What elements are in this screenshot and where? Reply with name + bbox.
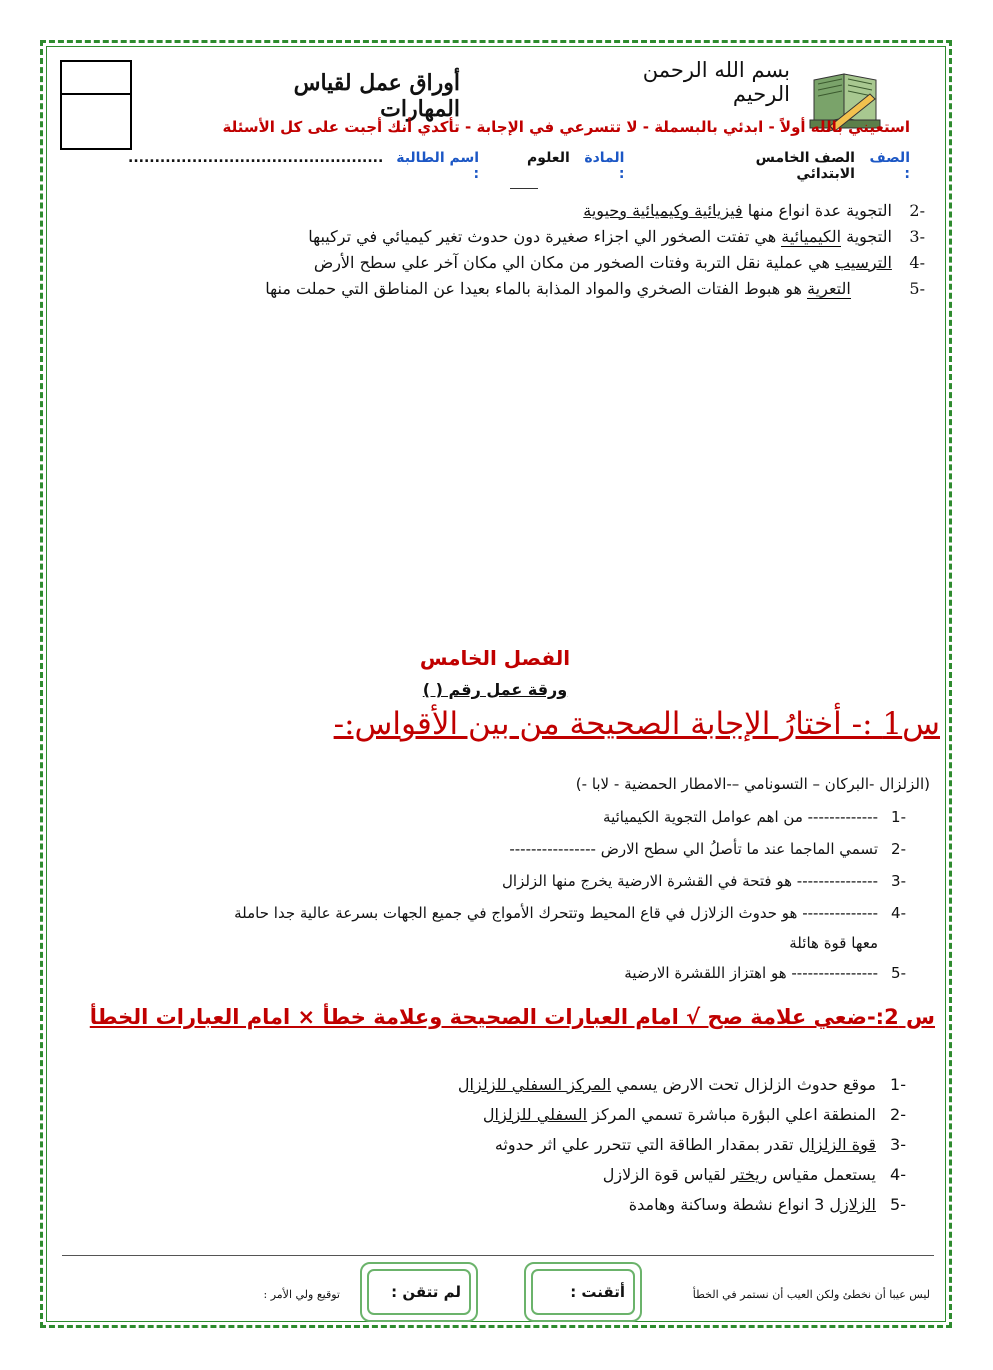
not-mastered-label: لم تتقن : — [391, 1283, 461, 1301]
list-item: -3 التجوية الكيميائية هي تفتت الصخور الي اجزاء صغيرة دون حدوث تغير كيميائي في تركيبها — [308, 227, 925, 246]
separator — [510, 188, 538, 189]
list-item[interactable]: -4يستعمل مقياس ريختر لقياس قوة الزلازل — [602, 1165, 906, 1184]
not-mastered-box[interactable] — [360, 1262, 478, 1322]
chapter-title: الفصل الخامس — [419, 646, 571, 670]
mastered-label: أتقنت : — [570, 1283, 625, 1301]
question-2-items — [300, 1070, 906, 1220]
grade-box — [60, 60, 132, 150]
guardian-signature-label: توقيع ولي الأمر : — [263, 1288, 340, 1301]
student-name-field[interactable]: ................................................ — [128, 150, 384, 166]
list-item[interactable]: -5---------------- هو اهتزاز اللقشرة الارضية — [624, 964, 906, 982]
question-2-title: س 2:-ضعي علامة صح √ امام العبارات الصحيحة وعلامة خطأ × امام العبارات الخطأ — [89, 1005, 935, 1029]
list-item[interactable]: -4-------------- هو حدوث الزلازل في قاع المحيط وتتحرك الأمواج في جميع الجهات بسرعة عالية جدا حاملة — [234, 904, 906, 922]
list-item[interactable]: -3--------------- هو فتحة في القشرة الارضية يخرج منها الزلزال — [502, 872, 906, 890]
grade-label: الصف : — [869, 150, 910, 182]
list-item[interactable]: -2المنطقة اعلي البؤرة مباشرة تسمي المركز السفلي للزلزال — [482, 1105, 906, 1124]
subject-label: المادة : — [584, 150, 625, 182]
student-name-label: اسم الطالبة : — [396, 150, 480, 182]
question-1-title: س1 :- أختارُ الإجابة الصحيحة من بين الأقواس:- — [333, 706, 940, 742]
list-item-continuation: معها قوة هائلة — [789, 934, 878, 952]
page-title: أوراق عمل لقياس المهارات — [293, 70, 460, 122]
footer-quote: ليس عيبا أن نخطئ ولكن العيب أن نستمر في الخطأ — [692, 1288, 930, 1301]
list-item[interactable]: -1موقع حدوث الزلزال تحت الارض يسمي المركز السفلي للزلزال — [457, 1075, 906, 1094]
answer-options: (الزلزال -البركان – التسونامي –-الامطار الحمضية - لابا -) — [575, 775, 930, 793]
list-item: -5 التعرية هو هبوط الفتات الصخري والمواد المذابة بالماء بعيدا عن المناطق التي حملت منها — [265, 279, 925, 298]
question-1-items — [60, 804, 906, 986]
list-item: -2 التجوية عدة انواع منها فيزيائية وكيميائية وحيوية — [583, 201, 925, 220]
mastered-box[interactable] — [524, 1262, 642, 1322]
top-item-list — [180, 198, 925, 302]
footer-divider — [62, 1255, 934, 1256]
grade-value: الصف الخامس الابتدائي — [755, 150, 855, 182]
subject-value: العلوم — [527, 150, 570, 166]
worksheet-number: ورقة عمل رقم ( ) — [422, 680, 568, 699]
basmala: بسم الله الرحمن الرحيم — [642, 58, 790, 106]
list-item[interactable]: -5الزلازل 3 انواع نشطة وساكنة وهامدة — [628, 1195, 906, 1214]
list-item[interactable]: -3قوة الزلزال تقدر بمقدار الطاقة التي تتحرر علي اثر حدوثه — [494, 1135, 906, 1154]
list-item[interactable]: -1------------- من اهم عوامل التجوية الكيميائية — [603, 808, 906, 826]
instructions: استعيني بالله أولاً - ابدئي بالبسملة - لا تتسرعي في الإجابة - تأكدي أنك أجبت على كل الأسئلة — [222, 118, 910, 136]
list-item: -4 الترسيب هي عملية نقل التربة وفتات الصخور من مكان الي مكان آخر علي سطح الأرض — [313, 253, 925, 272]
student-info-line — [120, 150, 910, 182]
list-item[interactable]: -2تسمي الماجما عند ما تأصلُ الي سطح الارض ---------------- — [509, 840, 906, 858]
